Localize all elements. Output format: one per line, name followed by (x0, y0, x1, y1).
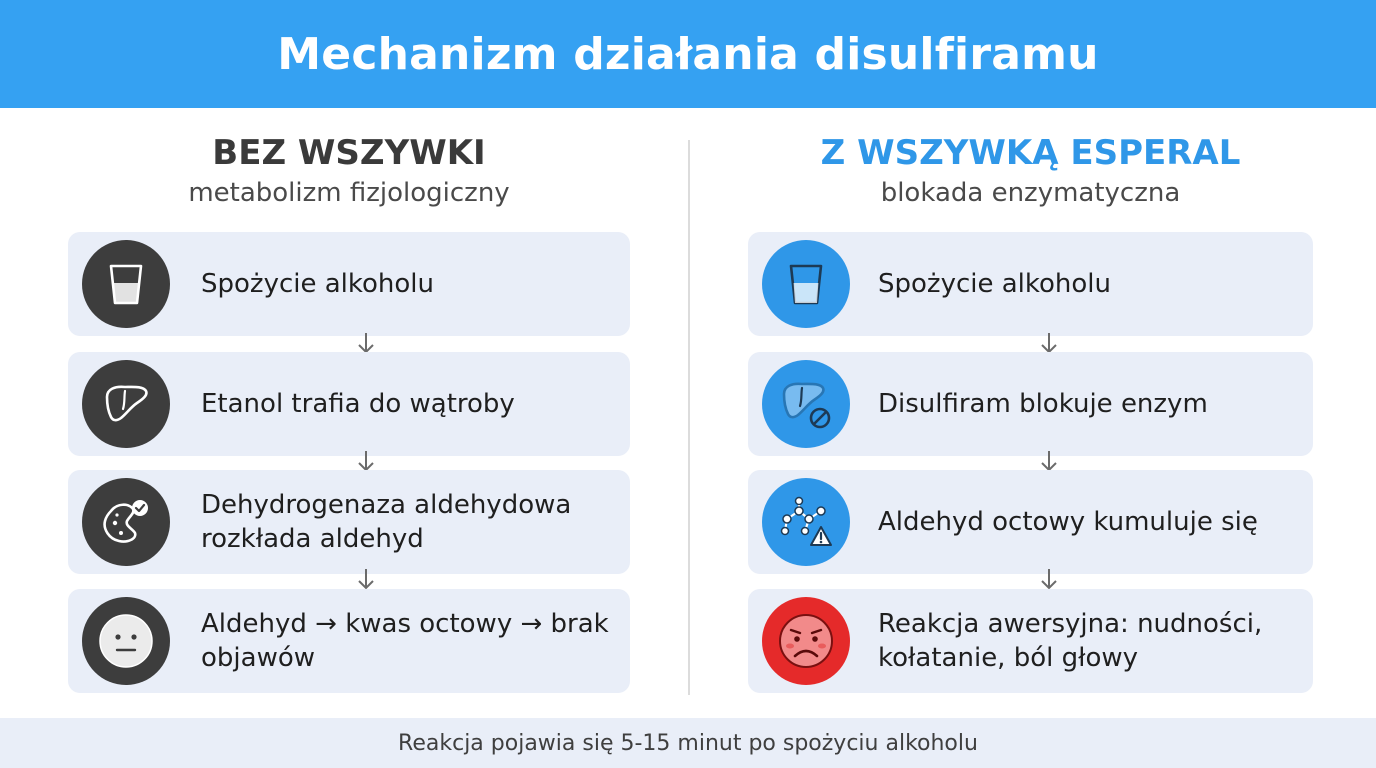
right-column-title: Z WSZYWKĄ ESPERAL (820, 133, 1241, 173)
left-step-3-text: Dehydrogenaza aldehydowa rozkłada aldehyd (201, 490, 572, 554)
left-step-4-text: Aldehyd → kwas octowy → brak objawów (201, 609, 609, 673)
page-title: Mechanizm działania disulfiramu (277, 28, 1099, 80)
glass-icon (82, 240, 170, 328)
right-step-2-text: Disulfiram blokuje enzym (878, 389, 1208, 419)
right-step-3-text: Aldehyd octowy kumuluje się (878, 507, 1258, 537)
glass-icon (762, 240, 850, 328)
left-column-header (68, 133, 630, 211)
left-step-2 (68, 352, 630, 456)
footer-note (0, 718, 1376, 768)
left-column-title: BEZ WSZYWKI (212, 133, 486, 173)
column-divider (688, 140, 690, 695)
liver-icon (82, 360, 170, 448)
right-column-subtitle: blokada enzymatyczna (880, 178, 1181, 208)
sick-face-icon (762, 597, 850, 685)
right-step-4-text: Reakcja awersyjna: nudności, kołatanie, ból głowy (878, 609, 1263, 673)
right-step-4 (748, 589, 1313, 693)
footer-text: Reakcja pojawia się 5-15 minut po spożyciu alkoholu (398, 730, 978, 756)
left-step-1 (68, 232, 630, 336)
right-step-2 (748, 352, 1313, 456)
left-step-2-text: Etanol trafia do wątroby (201, 389, 515, 419)
left-step-3 (68, 470, 630, 574)
header-banner (0, 0, 1376, 108)
left-step-4 (68, 589, 630, 693)
liver-blocked-icon (762, 360, 850, 448)
molecule-warning-icon (762, 478, 850, 566)
right-column-header (748, 133, 1313, 211)
left-column-subtitle: metabolizm fizjologiczny (188, 178, 510, 208)
right-step-3 (748, 470, 1313, 574)
right-step-1 (748, 232, 1313, 336)
enzyme-check-icon (82, 478, 170, 566)
neutral-face-icon (82, 597, 170, 685)
right-step-1-text: Spożycie alkoholu (878, 269, 1112, 299)
left-step-1-text: Spożycie alkoholu (201, 269, 435, 299)
